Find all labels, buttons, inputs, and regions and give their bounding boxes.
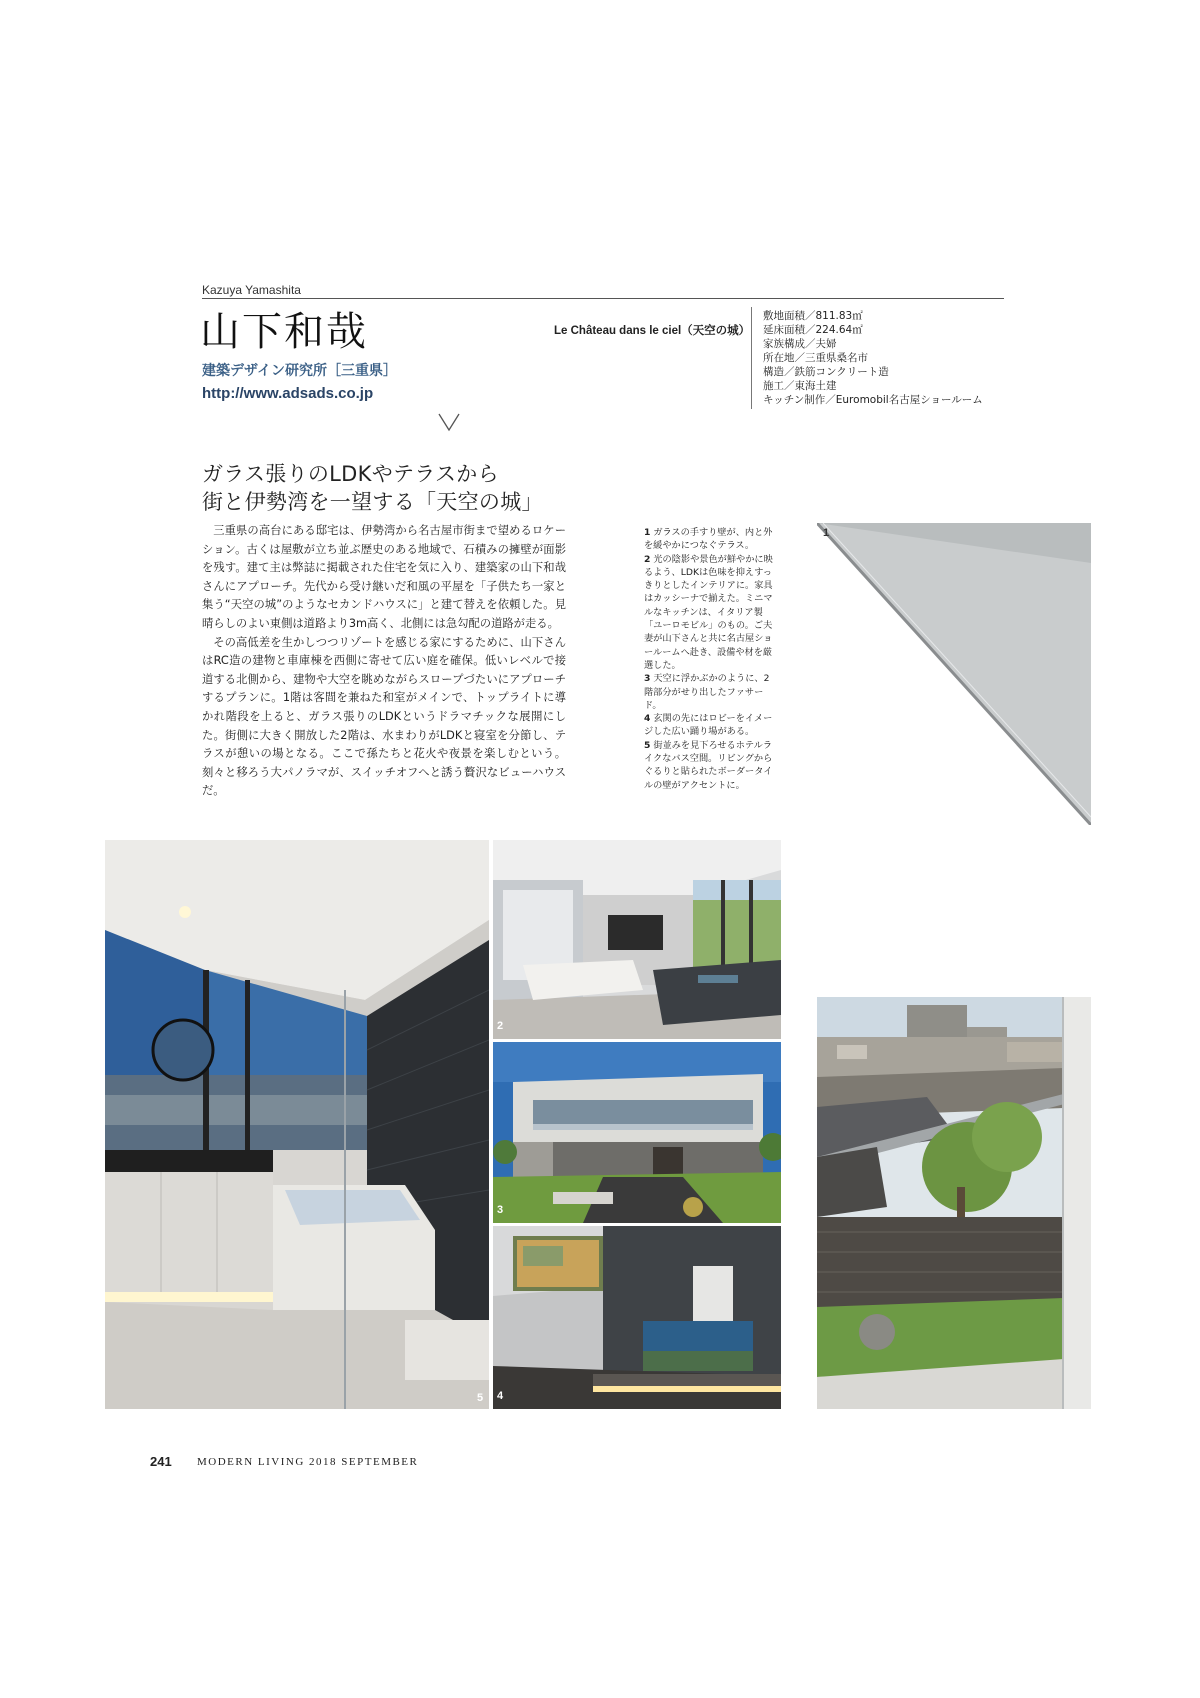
photo-entrance-landing: [493, 1226, 781, 1409]
photo-4-image: [493, 1226, 781, 1409]
caption-text: 玄関の先にはロビーをイメージした広い踊り場がある。: [644, 713, 773, 738]
body-paragraph: 三重県の高台にある邸宅は、伊勢湾から名古屋市街まで望めるロケーション。古くは屋敷が立ち並ぶ歴史のある地域で、石積みの擁壁が面影を残す。建て主は弊誌に掲載された住宅を気に入り、建築家の山下和哉さんにアプローチ。先代から受け継いだ和風の平屋を「子供たち一家と集う“天空の城”のようなセカンドハウスに」と建て替えを依頼した。見晴らしのよい東側は道路より3m高く、北側には急勾配の道路が走る。: [202, 524, 566, 630]
photo-2-image: [493, 840, 781, 1039]
photo-1-image: [817, 523, 1091, 825]
photo-number: 3: [497, 1204, 504, 1216]
caption-number: 1: [644, 527, 651, 538]
spec-divider: [751, 307, 752, 409]
caption-text: 街並みを見下ろせるホテルライクなバス空間。リビングからぐるりと貼られたボーダータイルの壁がアクセントに。: [644, 739, 773, 791]
caption-item: [644, 712, 774, 739]
caption-number: 4: [644, 713, 651, 725]
photo-number: 2: [497, 1020, 504, 1032]
spec-item: 敷地面積／811.83㎡: [763, 310, 863, 322]
spec-item: 構造／鉄筋コンクリート造: [763, 366, 889, 378]
headline-line: ガラス張りのLDKやテラスから: [202, 462, 499, 486]
photo-bathroom: [105, 840, 489, 1409]
spec-item: キッチン制作／Euromobil名古屋ショールーム: [763, 394, 983, 406]
caption-number: 2: [644, 553, 651, 565]
spec-item: 延床面積／224.64㎡: [763, 324, 863, 336]
caption-text: 天空に浮かぶかのように、2階部分がせり出したファサード。: [644, 673, 770, 711]
photo-3-image: [493, 1042, 781, 1223]
header-rule: [202, 298, 1004, 299]
photo-facade: [493, 1042, 781, 1223]
photo-5-image: [105, 840, 489, 1409]
office-name: 建築デザイン研究所［三重県］: [202, 363, 398, 379]
photo-captions: [644, 526, 774, 792]
caption-item: [644, 672, 774, 712]
article-headline: [202, 460, 543, 516]
headline-line: 街と伊勢湾を一望する「天空の城」: [202, 490, 543, 514]
spec-item: 家族構成／夫婦: [763, 338, 837, 350]
body-paragraph: その高低差を生かしつつリゾートを感じる家にするために、山下さんはRC造の建物と車庫棟を西側に寄せて広い庭を確保。低いレベルで接道する北側から、建物や大空を眺めながらスロープづたいにアプローチするプランに。1階は客間を兼ねた和室がメインで、トップライトに導かれ階段を上ると、ガラス張りのLDKというドラマチックな展開にした。街側に大きく開放した2階は、水まわりがLDKと寝室を分節し、テラスが憩いの場となる。ここで孫たちと花火や夜景を楽しむという。刻々と移ろう大パノラマが、スイッチオフへと誘う贅沢なビューハウスだ。: [202, 635, 566, 798]
office-url[interactable]: http://www.adsads.co.jp: [202, 385, 374, 402]
architect-name-jp: 山下和哉: [200, 309, 368, 355]
caption-number: 3: [644, 673, 651, 685]
architect-name-en: Kazuya Yamashita: [202, 283, 301, 297]
photo-number: 5: [477, 1392, 484, 1404]
photo-1b-image: [817, 997, 1091, 1409]
article-body: [202, 522, 566, 801]
caption-item: [644, 739, 774, 792]
photo-number: 1: [823, 527, 830, 539]
magazine-title: MODERN LIVING 2018 SEPTEMBER: [197, 1456, 419, 1468]
page-number: 241: [150, 1454, 172, 1469]
photo-terrace-railing: [817, 523, 1091, 825]
photo-number: 4: [497, 1390, 504, 1402]
work-title: Le Château dans le ciel（天空の城）: [554, 325, 751, 337]
photo-terrace-view: [817, 997, 1091, 1409]
photo-ldk-interior: [493, 840, 781, 1039]
caption-item: [644, 553, 774, 673]
caption-text: 光の陰影や景色が鮮やかに映るよう、LDKは色味を抑えすっきりとしたインテリアに。家具はカッシーナで揃えた。ミニマルなキッチンは、イタリア製「ユーロモビル」のもの。ご夫妻が山下さんと共に名古屋ショールームへ赴き、設備や材を厳選した。: [644, 553, 773, 671]
caption-item: [644, 526, 774, 553]
spec-list: [763, 309, 983, 407]
caption-text: ガラスの手すり壁が、内と外を緩やかにつなぐテラス。: [644, 527, 773, 552]
caption-number: 5: [644, 739, 651, 751]
spec-item: 所在地／三重県桑名市: [763, 352, 868, 364]
spec-item: 施工／東海土建: [763, 380, 837, 392]
chevron-down-icon: [437, 412, 461, 432]
